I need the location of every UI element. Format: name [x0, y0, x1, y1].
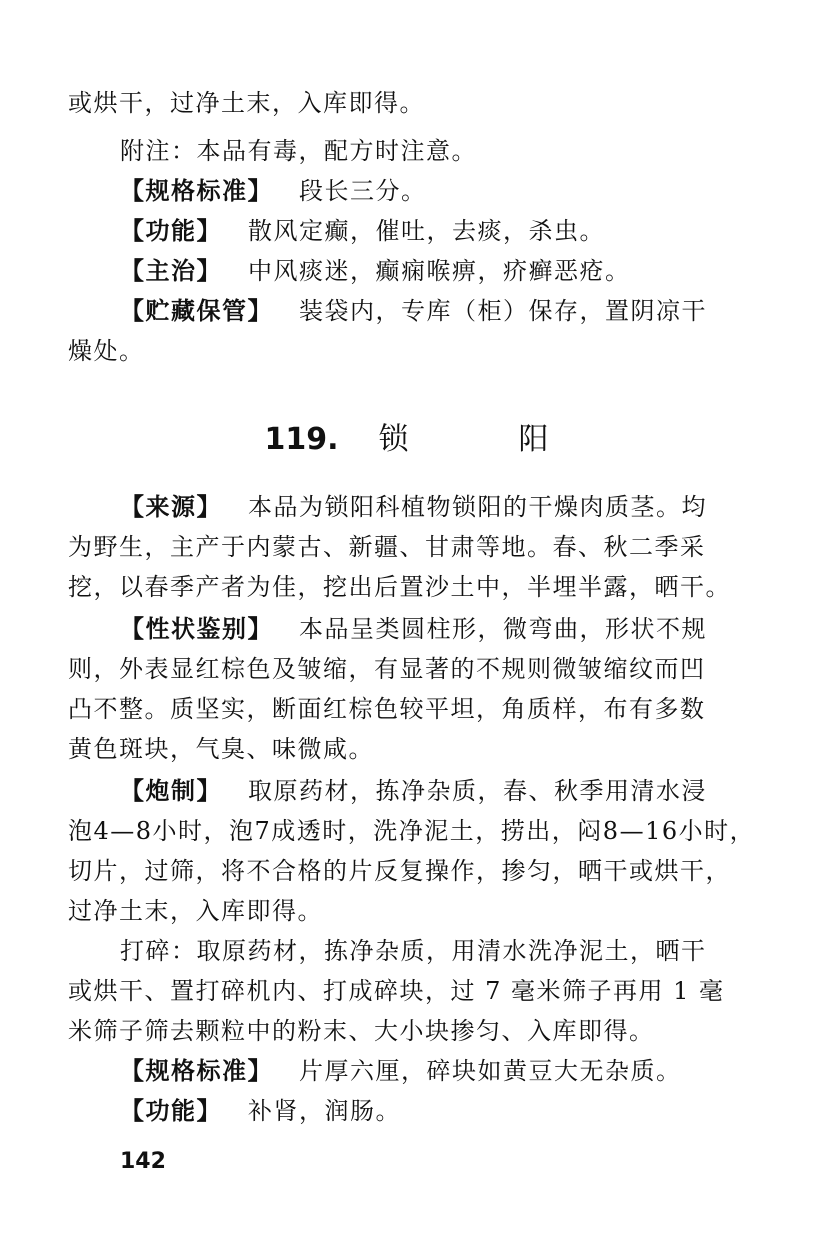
property-line	[120, 614, 707, 644]
annotation-text: 附注：本品有毒，配方时注意。	[120, 137, 477, 165]
text-span: 则，外表显红棕色及皱缩，有显著的不规则微皱缩纹而凹	[68, 655, 706, 683]
treatment-label: 【主治】	[120, 257, 222, 285]
text-line	[68, 572, 731, 602]
text-line	[68, 976, 725, 1006]
text-span: 黄色斑块，气臭、味微咸。	[68, 735, 374, 763]
text-line	[68, 1016, 655, 1046]
spec-text: 片厚六厘，碎块如黄豆大无杂质。	[299, 1057, 682, 1085]
text-line	[68, 816, 755, 846]
spec-label: 【规格标准】	[120, 177, 273, 205]
processing-text: 取原药材，拣净杂质，春、秋季用清水浸	[248, 777, 707, 805]
property-label: 【性状鉴别】	[120, 615, 273, 643]
text-span: 为野生，主产于内蒙古、新疆、甘肃等地。春、秋二季采	[68, 533, 706, 561]
processing-label: 【炮制】	[120, 777, 222, 805]
text-line	[68, 856, 731, 886]
text-span: 或烘干，过净土末，入库即得。	[68, 89, 425, 117]
text-line	[68, 654, 706, 684]
text-line	[68, 896, 323, 926]
source-line	[120, 492, 707, 522]
spec-line	[120, 176, 427, 206]
source-label: 【来源】	[120, 493, 222, 521]
processing-line	[120, 776, 707, 806]
text-span: 燥处。	[68, 337, 145, 365]
function-text: 散风定癫，催吐，去痰，杀虫。	[248, 217, 605, 245]
text-line	[68, 734, 374, 764]
text-span: 或烘干、置打碎机内、打成碎块，过 7 毫米筛子再用 1 毫	[68, 977, 725, 1005]
function-line	[120, 216, 605, 246]
heading-number: 119.	[264, 422, 339, 457]
treatment-line	[120, 256, 631, 286]
text-span: 泡4—8小时，泡7成透时，洗净泥土，捞出，闷8—16小时，	[68, 817, 756, 845]
text-line	[68, 532, 706, 562]
text-line	[68, 694, 706, 724]
text-span: 过净土末，入库即得。	[68, 897, 323, 925]
heading-char: 阳	[518, 422, 549, 457]
function-label: 【功能】	[120, 217, 222, 245]
page-number: 142	[120, 1149, 166, 1174]
storage-label: 【贮藏保管】	[120, 297, 273, 325]
treatment-text: 中风痰迷，癫痫喉痹，疥癣恶疮。	[248, 257, 631, 285]
function-text: 补肾，润肠。	[248, 1097, 401, 1125]
spec-line	[120, 1056, 682, 1086]
text-span: 挖，以春季产者为佳，挖出后置沙土中，半埋半露，晒干。	[68, 573, 731, 601]
crushing-text: 打碎：取原药材，拣净杂质，用清水洗净泥土，晒干	[120, 937, 707, 965]
heading-char: 锁	[378, 422, 409, 457]
text-span: 凸不整。质坚实，断面红棕色较平坦，角质样，布有多数	[68, 695, 706, 723]
storage-line	[120, 296, 707, 326]
function-label: 【功能】	[120, 1097, 222, 1125]
property-text: 本品呈类圆柱形，微弯曲，形状不规	[299, 615, 707, 643]
source-text: 本品为锁阳科植物锁阳的干燥肉质茎。均	[248, 493, 707, 521]
section-heading	[0, 420, 813, 460]
text-span: 切片，过筛，将不合格的片反复操作，掺匀，晒干或烘干，	[68, 857, 731, 885]
text-span: 米筛子筛去颗粒中的粉末、大小块掺匀、入库即得。	[68, 1017, 655, 1045]
storage-text: 装袋内，专库（柜）保存，置阴凉干	[299, 297, 707, 325]
text-line	[68, 88, 425, 118]
crushing-line	[120, 936, 707, 966]
spec-text: 段长三分。	[299, 177, 427, 205]
annotation-line	[120, 136, 477, 166]
function-line	[120, 1096, 401, 1126]
spec-label: 【规格标准】	[120, 1057, 273, 1085]
storage-continuation	[68, 336, 145, 366]
